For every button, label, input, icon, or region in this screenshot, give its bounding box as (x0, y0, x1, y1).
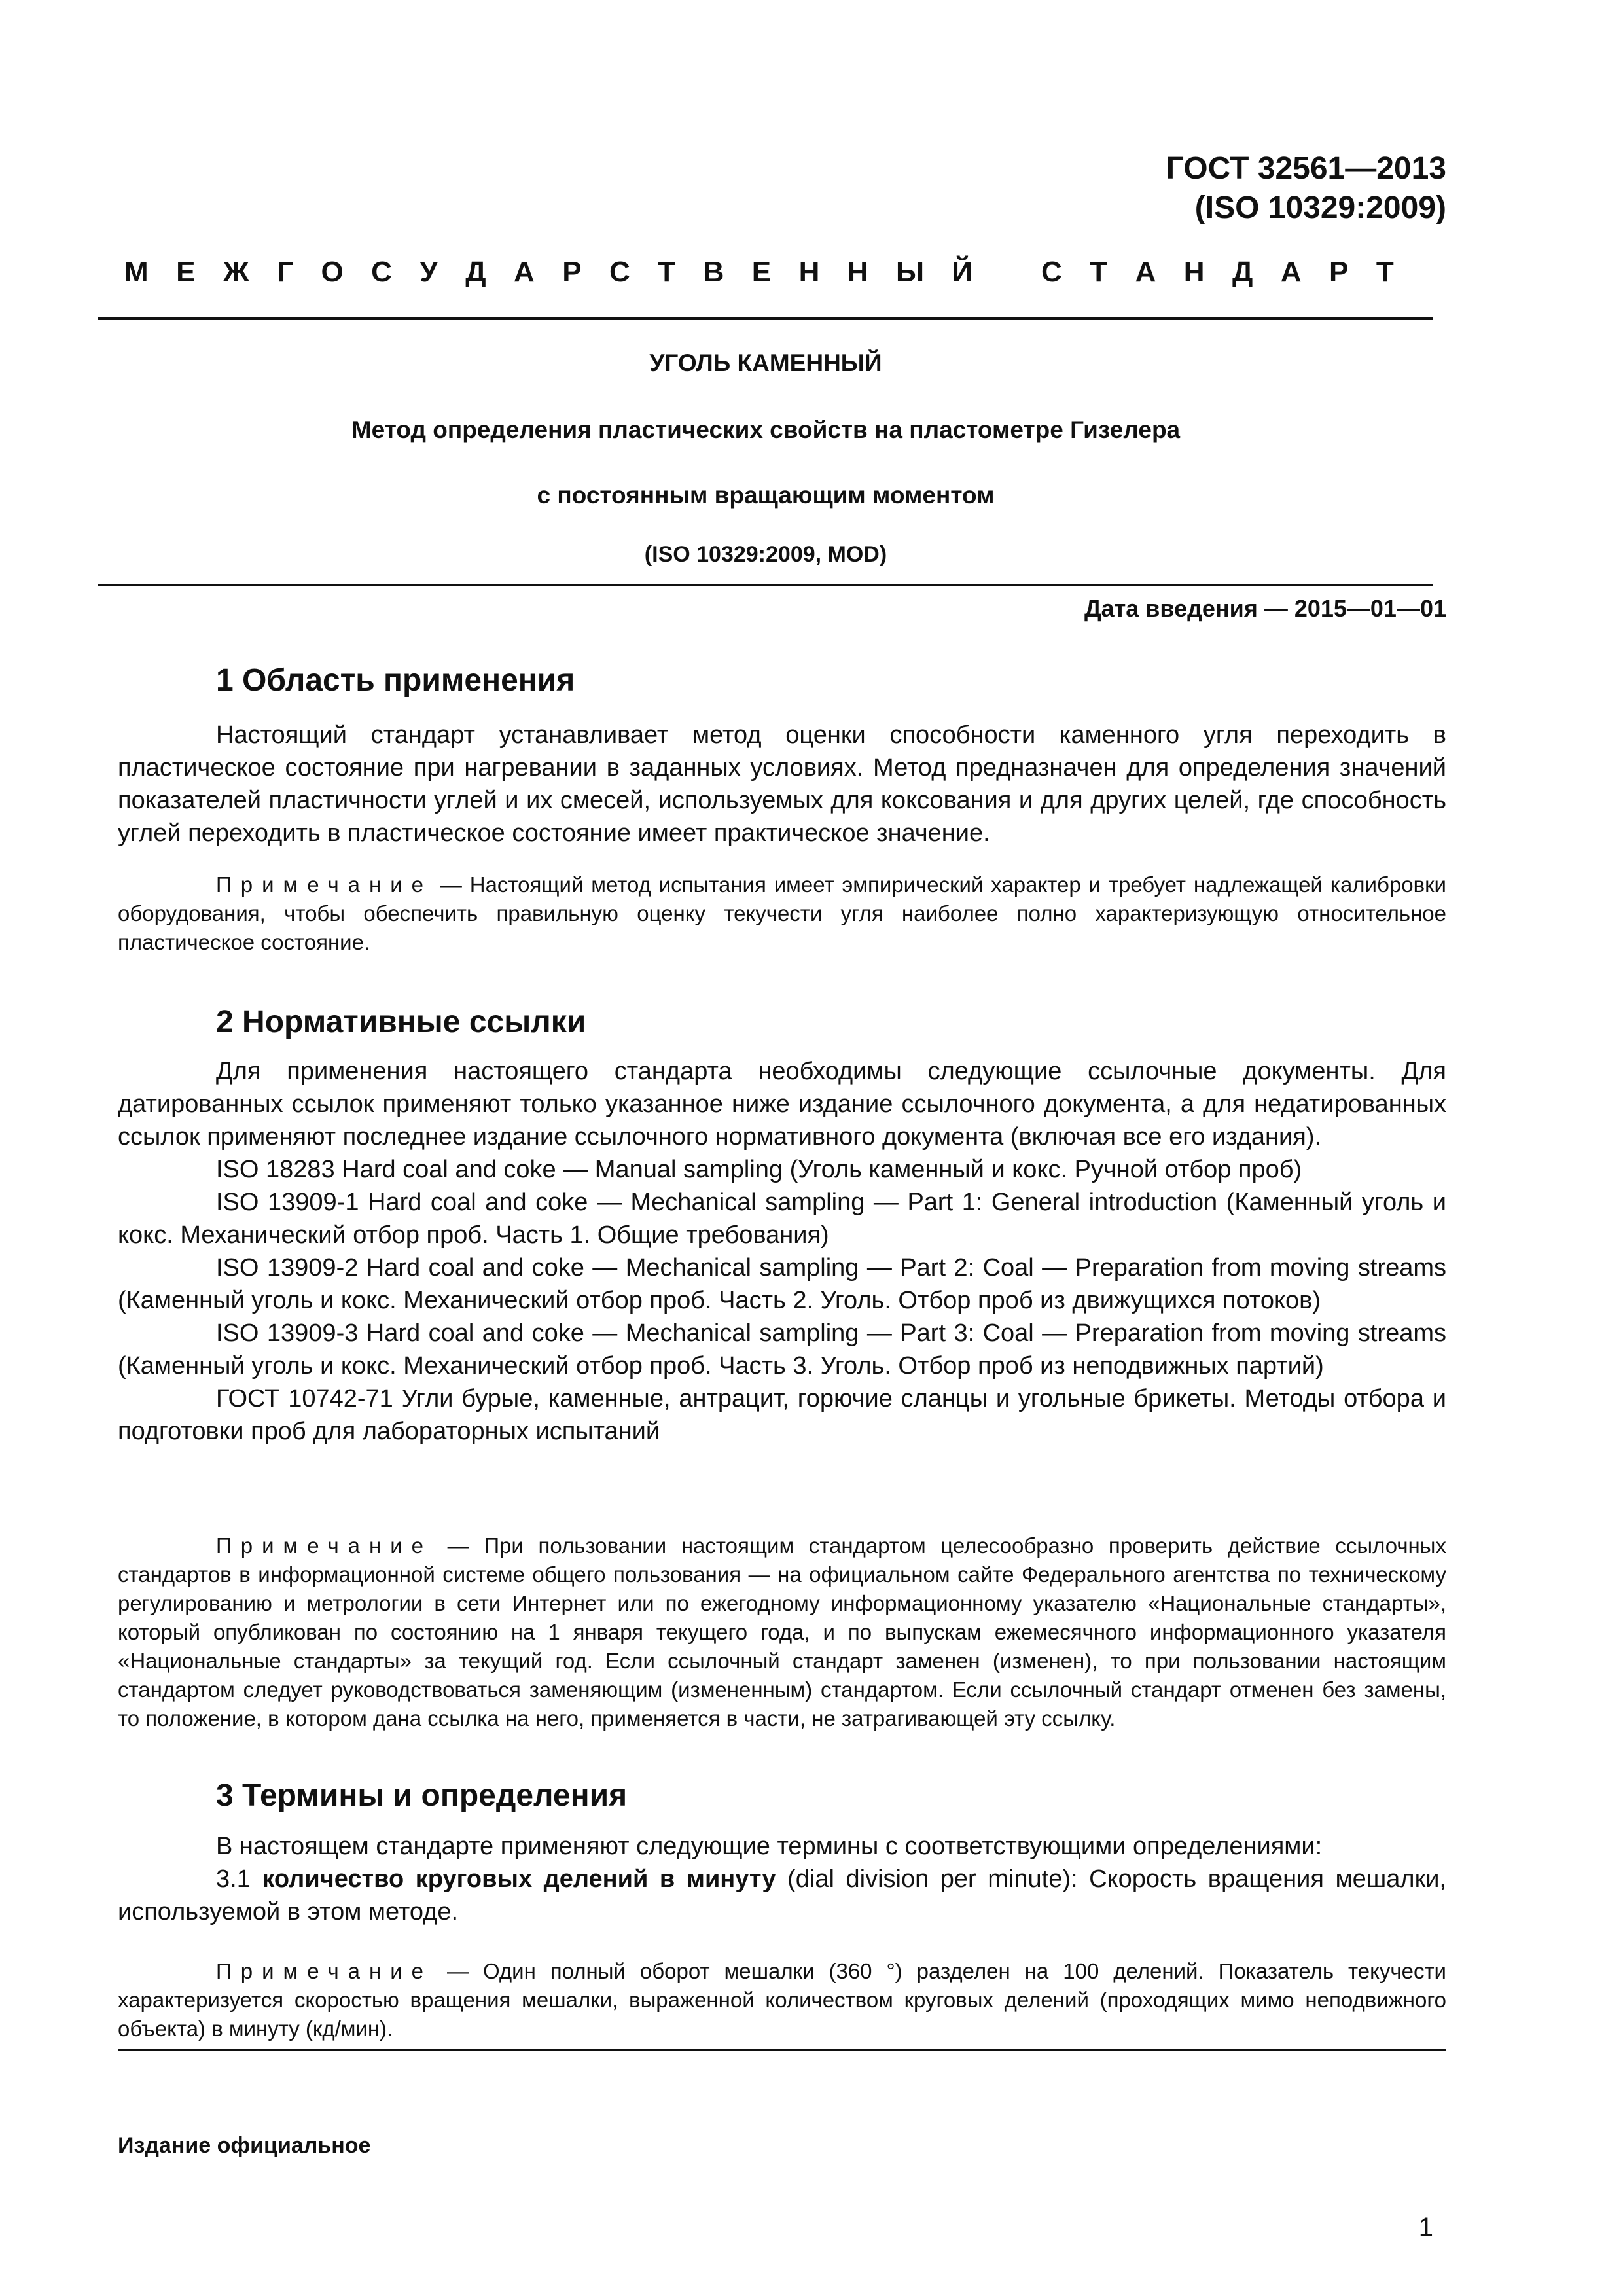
section-3-heading: 3 Термины и определения (216, 1778, 628, 1813)
document-subtitle-line2: с постоянным вращающим моментом (537, 482, 995, 509)
interstate-letter: Р (1329, 256, 1349, 288)
interstate-letter: С (371, 256, 392, 288)
document-subtitle-line1: Метод определения пластических свойств на пластометре Гизелера (351, 416, 1181, 443)
official-edition-label: Издание официальное (118, 2133, 371, 2158)
interstate-letter: В (703, 256, 724, 288)
document-title: УГОЛЬ КАМЕННЫЙ (649, 350, 882, 376)
interstate-letter: Т (1376, 256, 1394, 288)
footer-divider (118, 2049, 1446, 2051)
interstate-letter: Й (952, 256, 973, 288)
section-2-note (118, 1532, 1446, 1733)
note-label: Примечание (216, 1959, 433, 1983)
header-divider (98, 317, 1433, 320)
section-3-note (118, 1957, 1446, 2043)
section-1-heading: 1 Область применения (216, 663, 575, 698)
interstate-letter: Ы (896, 256, 925, 288)
interstate-letter: Т (658, 256, 676, 288)
interstate-letter: Н (1183, 256, 1205, 288)
section-3-paragraph (118, 1830, 1446, 1928)
section-1-note (118, 870, 1446, 957)
note-label: Примечание (216, 1534, 433, 1558)
standard-number: ГОСТ 32561—2013 (1166, 151, 1446, 186)
interstate-letter: У (419, 256, 438, 288)
interstate-gap (1001, 254, 1014, 291)
iso-reference: (ISO 10329:2009) (1194, 190, 1446, 225)
section-2-intro: Для применения настоящего стандарта необходимы следующие ссылочные документы. Для датированных ссылок применяют только указанное ниже издание ссылочного документа, а для недатированных ссылок применяют последнее издание ссылочного нормативного документа (включая все его издания). (118, 1058, 1446, 1151)
interstate-standard-heading (124, 254, 1394, 291)
reference-item: ISO 13909-2 Hard coal and coke — Mechanical sampling — Part 2: Coal — Preparation from moving streams (Каменный уголь и кокс. Механический отбор проб. Часть 2. Уголь. Отбор проб из движущихся потоков) (118, 1254, 1446, 1314)
term-name: количество круговых делений в минуту (262, 1865, 776, 1893)
interstate-letter: Т (1090, 256, 1108, 288)
interstate-letter: Р (562, 256, 582, 288)
page-number: 1 (1418, 2213, 1433, 2242)
term-definition (118, 1863, 1446, 1928)
reference-item: ISO 13909-1 Hard coal and coke — Mechanical sampling — Part 1: General introduction (Каменный уголь и кокс. Механический отбор проб. Часть 1. Общие требования) (118, 1189, 1446, 1249)
interstate-letter: А (1135, 256, 1156, 288)
interstate-letter: Е (176, 256, 196, 288)
interstate-letter: А (1280, 256, 1302, 288)
note-text: — При пользовании настоящим стандартом целесообразно проверить действие ссылочных стандартов в информационной системе общего пользования — на официальном сайте Федерального агентства по техническому регулированию и метрологии в сети Интернет или по ежегодному информационному указателю «Национальные стандарты», который опубликован по состоянию на 1 января текущего года, и по выпускам ежемесячного информационного указателя «Национальные стандарты» за текущий год. Если ссылочный стандарт заменен (изменен), то при пользовании настоящим стандартом следует руководствоваться заменяющим (измененным) стандартом. Если ссылочный стандарт отменен без замены, то положение, в котором дана ссылка на него, применяется в части, не затрагивающей эту ссылку. (118, 1534, 1446, 1731)
interstate-letter: Н (798, 256, 820, 288)
section-2-heading: 2 Нормативные ссылки (216, 1005, 586, 1039)
note-label: Примечание (216, 872, 433, 897)
interstate-letter: С (1041, 256, 1062, 288)
interstate-letter: О (321, 256, 344, 288)
interstate-letter: Д (1232, 256, 1253, 288)
section-1-paragraph: Настоящий стандарт устанавливает метод оценки способности каменного угля переходить в пластическое состояние при нагревании в заданных условиях. Метод предназначен для определения значений показателей пластичности углей и их смесей, используемых для коксования и для других целей, где способность углей переходить в пластическое состояние имеет практическое значение. (118, 721, 1446, 847)
reference-item: ISO 18283 Hard coal and coke — Manual sampling (Уголь каменный и кокс. Ручной отбор проб) (216, 1156, 1302, 1183)
title-divider (98, 584, 1433, 586)
term-description: (dial division per minute): Скорость вращения мешалки, используемой в этом методе. (118, 1865, 1446, 1926)
standard-code (1166, 149, 1446, 228)
interstate-letter: А (514, 256, 535, 288)
interstate-letter: Е (751, 256, 772, 288)
reference-item: ISO 13909-3 Hard coal and coke — Mechanical sampling — Part 3: Coal — Preparation from moving streams (Каменный уголь и кокс. Механический отбор проб. Часть 3. Уголь. Отбор проб из неподвижных партий) (118, 1319, 1446, 1380)
document-iso-mod: (ISO 10329:2009, MOD) (644, 542, 887, 567)
interstate-letter: Г (277, 256, 294, 288)
section-2-paragraph (118, 1055, 1446, 1448)
introduction-date: Дата введения — 2015—01—01 (1084, 595, 1446, 622)
interstate-letter: Д (465, 256, 486, 288)
note-text: — Настоящий метод испытания имеет эмпирический характер и требует надлежащей калибровки оборудования, чтобы обеспечить правильную оценку текучести угля наиболее полно характеризующую относительное пластическое состояние. (118, 872, 1446, 954)
section-3-intro: В настоящем стандарте применяют следующие термины с соответствующими определениями: (216, 1833, 1323, 1860)
term-number: 3.1 (216, 1865, 262, 1893)
note-text: — Один полный оборот мешалки (360 °) разделен на 100 делений. Показатель текучести характеризуется скоростью вращения мешалки, выраженной количеством круговых делений (проходящих мимо неподвижного объекта) в минуту (кд/мин). (118, 1959, 1446, 2041)
interstate-letter: Н (847, 256, 868, 288)
interstate-letter: С (609, 256, 630, 288)
reference-item: ГОСТ 10742-71 Угли бурые, каменные, антрацит, горючие сланцы и угольные брикеты. Методы отбора и подготовки проб для лабораторных испытаний (118, 1385, 1446, 1445)
interstate-letter: М (124, 256, 149, 288)
interstate-letter: Ж (223, 256, 249, 288)
